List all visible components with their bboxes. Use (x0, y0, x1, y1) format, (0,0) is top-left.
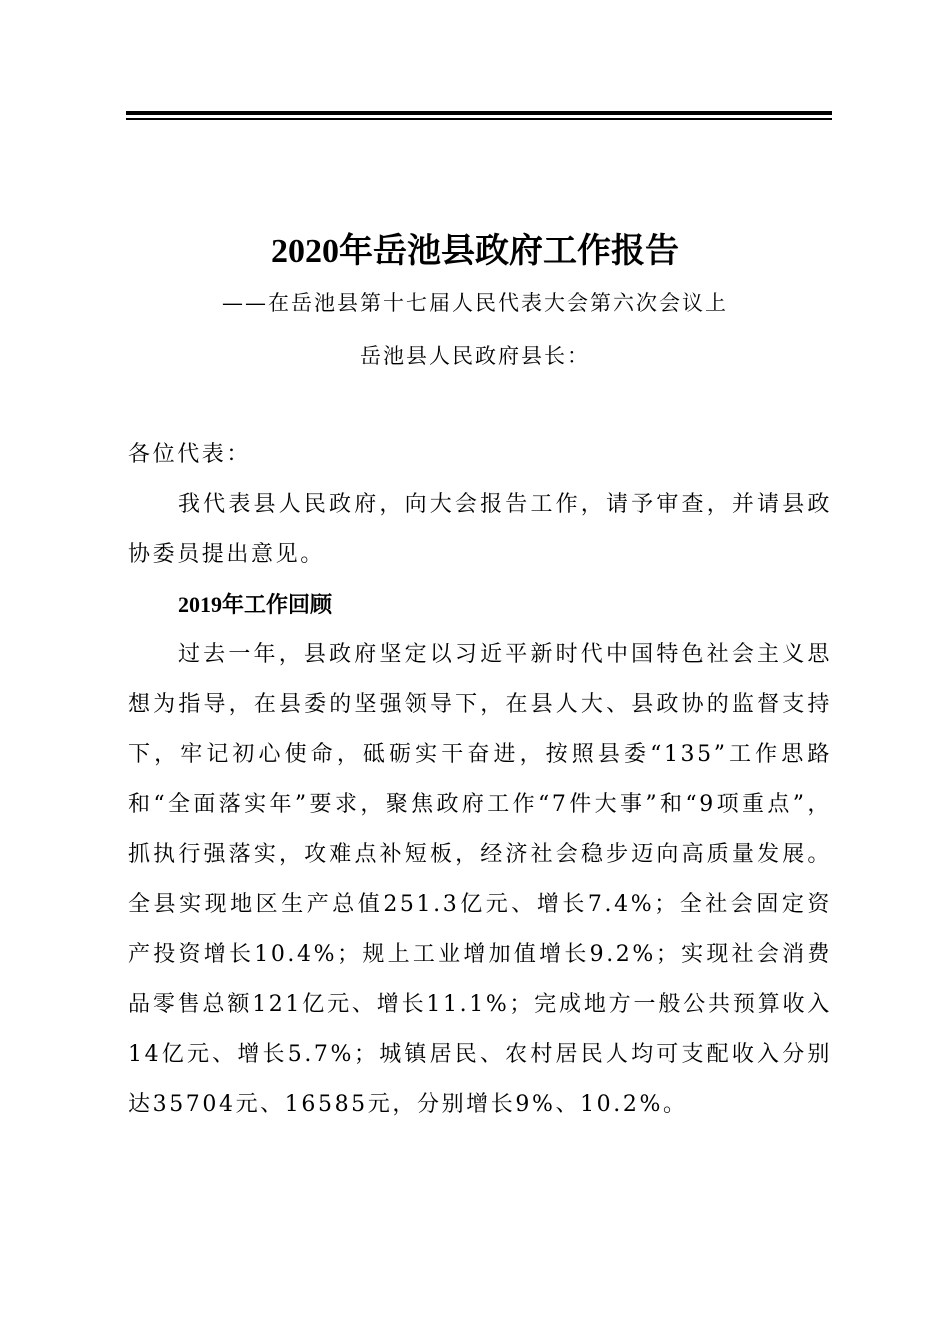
section-heading: 2019年工作回顾 (178, 592, 333, 617)
review-paragraph: 过去一年，县政府坚定以习近平新时代中国特色社会主义思想为指导，在县委的坚强领导下，在县人大、县政协的监督支持下，牢记初心使命，砥砺实干奋进，按照县委“135”工作思路和“全面落实年”要求，聚焦政府工作“7件大事”和“9项重点”，抓执行强落实，攻难点补短板，经济社会稳步迈向高质量发展。全县实现地区生产总值251.3亿元、增长7.4%；全社会固定资产投资增长10.4%；规上工业增加值增长9.2%；实现社会消费品零售总额121亿元、增长11.1%；完成地方一般公共预算收入14亿元、增长5.7%；城镇居民、农村居民人均可支配收入分别达35704元、16585元，分别增长9%、10.2%。 (128, 642, 832, 1117)
document-subtitle-line1: ——在岳池县第十七届人民代表大会第六次会议上 (222, 291, 728, 315)
header-rule-thick (126, 111, 832, 115)
intro-paragraph: 我代表县人民政府，向大会报告工作，请予审查，并请县政协委员提出意见。 (128, 492, 832, 567)
document-subtitle-line2: 岳池县人民政府县长： (360, 344, 590, 368)
salutation: 各位代表： (128, 442, 252, 467)
document-title: 2020年岳池县政府工作报告 (271, 233, 679, 270)
header-rule-thin (126, 118, 832, 120)
